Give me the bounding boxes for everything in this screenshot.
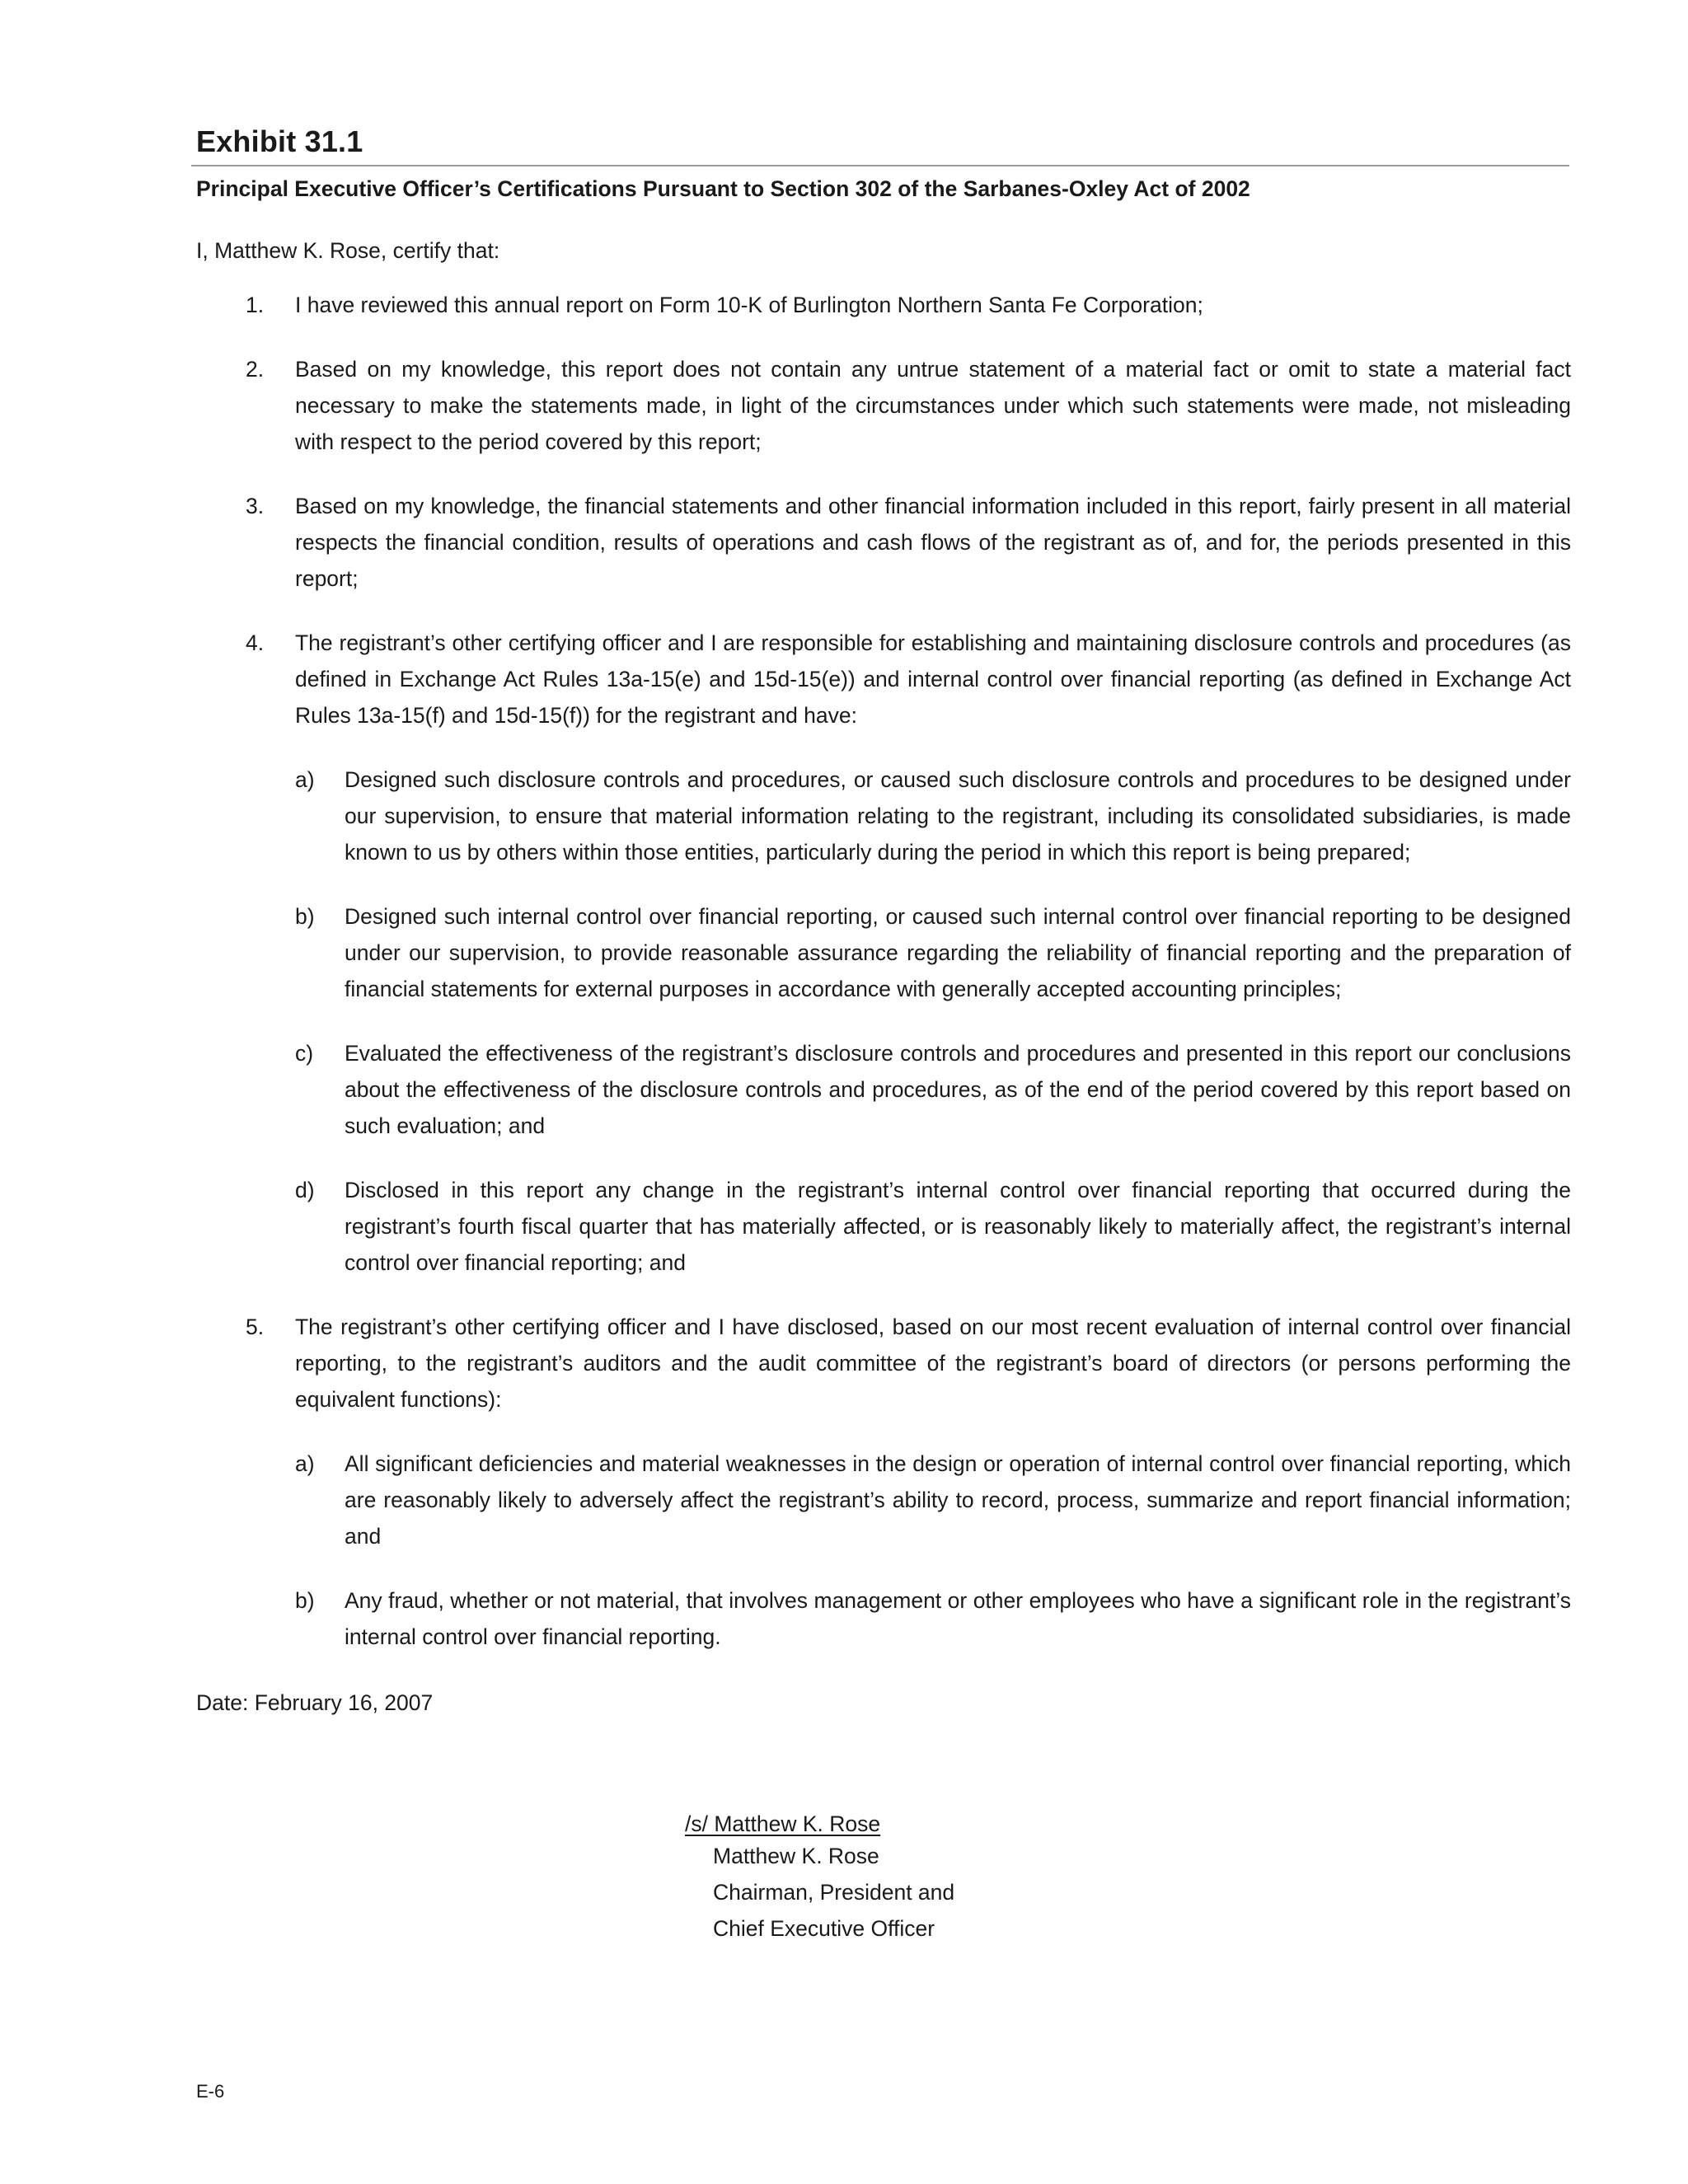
signer-name: Matthew K. Rose	[713, 1844, 879, 1868]
list-item	[196, 287, 1571, 323]
sub-item-letter: b)	[295, 904, 315, 929]
sub-list-item	[196, 1582, 1571, 1655]
list-item	[196, 351, 1571, 460]
sub-item-letter: a)	[295, 1451, 315, 1476]
sub-item-text: Designed such disclosure controls and procedures, or caused such disclosure controls and procedures to be designed under our supervision, to ensure that material information relating to the registrant, including its consolidated subsidiaries, is made known to us by others within those entities, particularly during the period in which this report is being prepared;	[345, 767, 1571, 865]
item-number: 4.	[246, 630, 265, 655]
item-number: 1.	[246, 293, 265, 317]
intro-statement: I, Matthew K. Rose, certify that:	[196, 238, 500, 263]
item-number: 3.	[246, 494, 265, 518]
title-rule	[191, 165, 1569, 166]
document-page	[196, 0, 1571, 2184]
signature-line: /s/ Matthew K. Rose	[685, 1811, 881, 1836]
sub-list-item	[196, 1035, 1571, 1144]
list-item	[196, 625, 1571, 733]
sub-item-letter: b)	[295, 1588, 315, 1613]
certification-date: Date: February 16, 2007	[196, 1690, 434, 1715]
item-text: Based on my knowledge, the financial statements and other financial information included in this report, fairly present in all material respects the financial condition, results of operations and cash flows of the registrant as of, and for, the periods presented in this report;	[295, 494, 1571, 591]
item-text: I have reviewed this annual report on Form 10-K of Burlington Northern Santa Fe Corporation;	[295, 293, 1203, 317]
signer-title-line-2: Chief Executive Officer	[713, 1916, 935, 1941]
signature-block	[685, 1810, 954, 1947]
sub-item-letter: a)	[295, 767, 315, 792]
signer-details	[685, 1838, 954, 1947]
list-item	[196, 1309, 1571, 1418]
item-number: 2.	[246, 357, 265, 382]
sub-item-letter: c)	[295, 1041, 314, 1066]
sub-item-text: Disclosed in this report any change in the registrant’s internal control over financial reporting that occurred during the registrant’s fourth fiscal quarter that has materially affected, or is reasonably likely to materially affect, the registrant’s internal control over financial reporting; and	[345, 1178, 1571, 1275]
sub-list-item	[196, 1446, 1571, 1554]
sub-list-item	[196, 1172, 1571, 1281]
sub-item-letter: d)	[295, 1178, 315, 1202]
sub-list-item	[196, 898, 1571, 1007]
item-number: 5.	[246, 1315, 265, 1339]
sub-list-item	[196, 762, 1571, 870]
signer-title-line-1: Chairman, President and	[713, 1880, 955, 1905]
sub-item-text: Any fraud, whether or not material, that involves management or other employees who have a significant role in the registrant’s internal control over financial reporting.	[345, 1588, 1571, 1649]
exhibit-title: Exhibit 31.1	[196, 124, 363, 158]
sub-item-text: Evaluated the effectiveness of the registrant’s disclosure controls and procedures and presented in this report our conclusions about the effectiveness of the disclosure controls and procedures, as of the end of the period covered by this report based on such evaluation; and	[345, 1041, 1571, 1138]
item-text: Based on my knowledge, this report does not contain any untrue statement of a material fact or omit to state a material fact necessary to make the statements made, in light of the circumstances under which such statements were made, not misleading with respect to the period covered by this report;	[295, 357, 1571, 454]
sub-item-text: All significant deficiencies and material weaknesses in the design or operation of internal control over financial reporting, which are reasonably likely to adversely affect the registrant’s ability to record, process, summarize and report financial information; and	[345, 1451, 1571, 1549]
page-number: E-6	[196, 2081, 225, 2102]
item-text: The registrant’s other certifying officer and I have disclosed, based on our most recent evaluation of internal control over financial reporting, to the registrant’s auditors and the audit committee of the registrant’s board of directors (or persons performing the equivalent functions):	[295, 1315, 1571, 1412]
certification-body	[196, 232, 1571, 1721]
document-subtitle: Principal Executive Officer’s Certifications Pursuant to Section 302 of the Sarbanes-Oxley Act of 2002	[196, 176, 1250, 201]
list-item	[196, 488, 1571, 597]
item-text: The registrant’s other certifying officer and I are responsible for establishing and maintaining disclosure controls and procedures (as defined in Exchange Act Rules 13a-15(e) and 15d-15(e)) and internal control over financial reporting (as defined in Exchange Act Rules 13a-15(f) and 15d-15(f)) for the registrant and have:	[295, 630, 1571, 728]
sub-item-text: Designed such internal control over financial reporting, or caused such internal control over financial reporting to be designed under our supervision, to provide reasonable assurance regarding the reliability of financial reporting and the preparation of financial statements for external purposes in accordance with generally accepted accounting principles;	[345, 904, 1571, 1001]
